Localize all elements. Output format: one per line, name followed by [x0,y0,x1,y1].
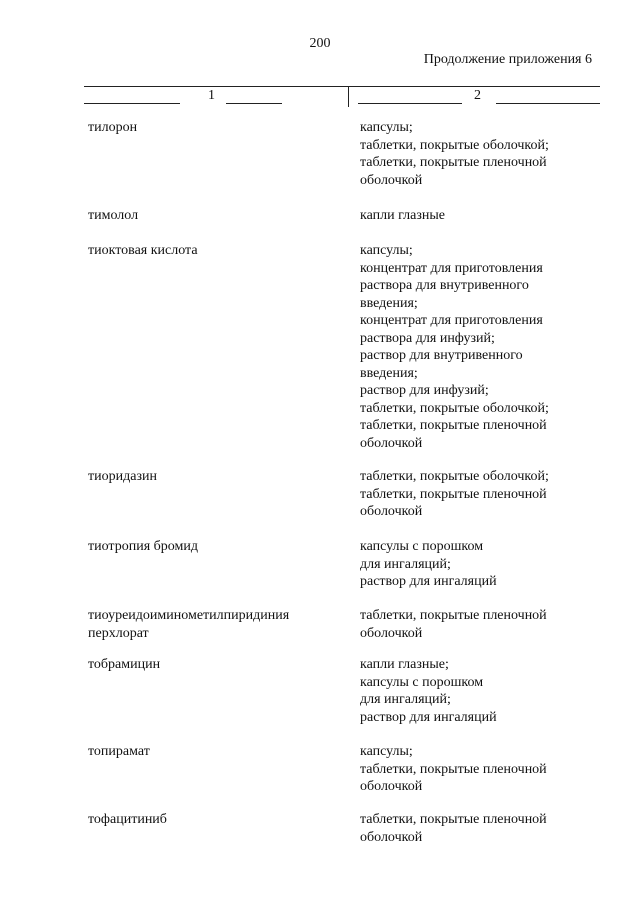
form-line: раствор для внутривенного [360,348,523,363]
header-underline [84,103,180,104]
page-number: 200 [309,36,331,51]
form-line: раствора для инфузий; [360,330,495,346]
form-line: капсулы; [360,120,413,135]
header-underline [358,103,462,104]
dosage-forms [360,743,600,796]
drug-name [88,656,338,674]
form-line: раствор для инфузий; [360,383,489,398]
form-line: таблетки, покрытые пленочной [360,486,547,502]
form-line: концентрат для приготовления [360,313,543,328]
drug-name [88,468,338,486]
dosage-forms [360,656,600,726]
name-line: тилорон [88,120,138,135]
drug-name [88,242,338,260]
name-line: тиоктовая кислота [88,243,198,258]
form-line: таблетки, покрытые оболочкой; [360,137,549,153]
form-line: концентрат для приготовления [360,260,543,276]
dosage-forms [360,207,600,225]
drug-name [88,538,338,556]
name-line: перхлорат [88,625,149,641]
column-divider [348,87,349,107]
dosage-forms [360,811,600,846]
form-line: таблетки, покрытые пленочной [360,761,547,777]
name-line: тиоридазин [88,469,157,484]
header-underline [226,103,282,104]
name-line: тиотропия бромид [88,539,198,554]
form-line: для ингаляций; [360,556,451,572]
form-line: оболочкой [360,779,423,794]
table-header [84,86,600,107]
name-line: тофацитиниб [88,812,167,827]
name-line: тимолол [88,208,139,223]
form-line: таблетки, покрытые пленочной [360,155,547,170]
drug-name [88,811,338,829]
dosage-forms [360,242,600,452]
column-header-2: 2 [474,88,481,103]
drug-name [88,607,338,642]
dosage-forms [360,119,600,189]
form-line: оболочкой [360,172,423,188]
name-line: тиоуреидоиминометилпиридиния [88,608,290,623]
form-line: капсулы; [360,744,413,759]
drug-name [88,119,338,137]
form-line: раствора для внутривенного [360,278,529,293]
form-line: оболочкой [360,504,423,519]
form-line: для ингаляций; [360,692,451,707]
continuation-title: Продолжение приложения 6 [423,52,592,67]
form-line: таблетки, покрытые оболочкой; [360,400,549,416]
header-underline [496,103,600,104]
form-line: таблетки, покрытые пленочной [360,608,547,623]
form-line: таблетки, покрытые оболочкой; [360,469,549,484]
dosage-forms [360,607,600,642]
dosage-forms [360,468,600,521]
dosage-forms [360,538,600,591]
form-line: введения; [360,365,418,381]
form-line: капли глазные; [360,657,449,672]
form-line: введения; [360,295,418,311]
name-line: топирамат [88,744,150,759]
name-line: тобрамицин [88,657,161,672]
drug-name [88,743,338,761]
form-line: раствор для ингаляций [360,574,497,589]
form-line: раствор для ингаляций [360,709,497,725]
form-line: капсулы с порошком [360,539,484,554]
form-line: оболочкой [360,625,423,641]
form-line: капли глазные [360,208,445,223]
form-line: таблетки, покрытые пленочной [360,418,547,433]
form-line: оболочкой [360,829,423,845]
form-line: таблетки, покрытые пленочной [360,812,547,827]
form-line: оболочкой [360,435,423,451]
form-line: капсулы с порошком [360,674,484,690]
column-header-1: 1 [208,88,215,103]
drug-name [88,207,338,225]
form-line: капсулы; [360,243,413,258]
